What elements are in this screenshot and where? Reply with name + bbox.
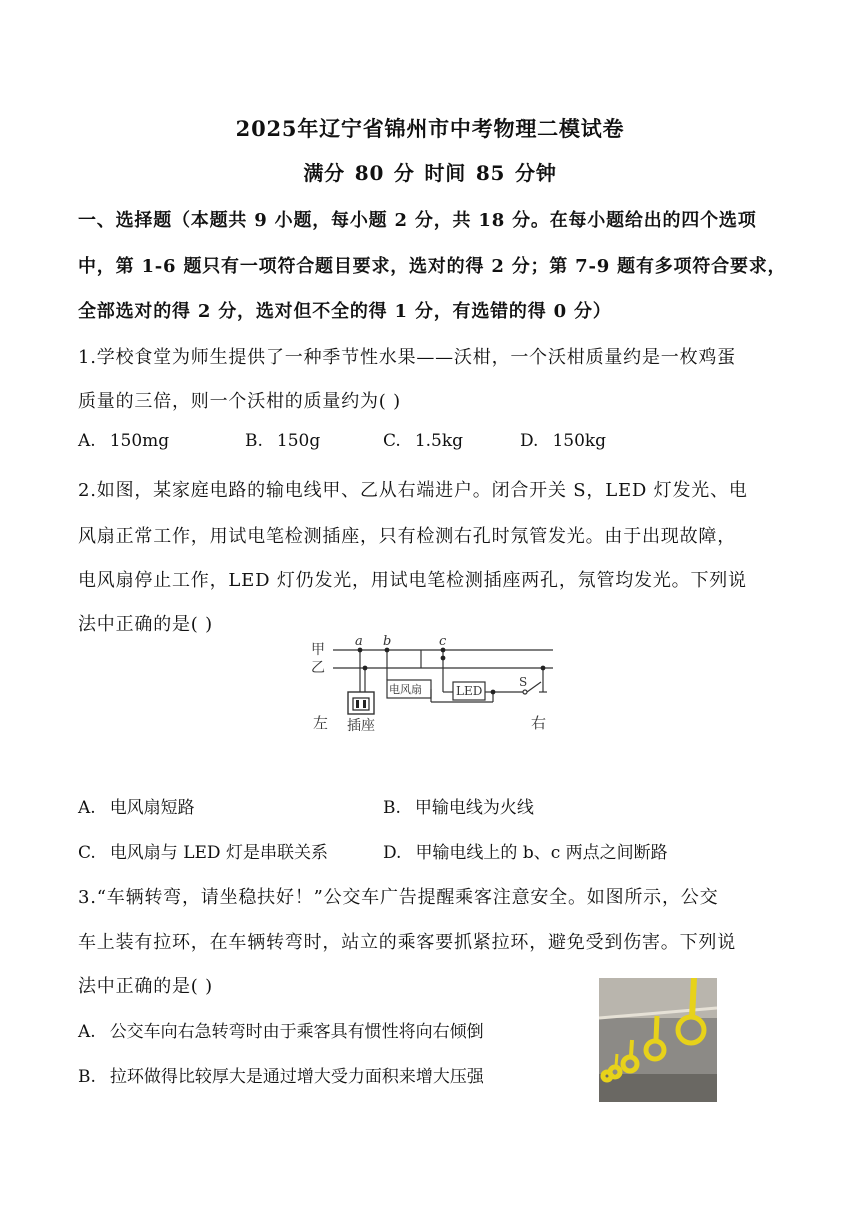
option-label: D.: [383, 843, 402, 863]
junction-dot: [363, 666, 368, 671]
option-label: B.: [383, 798, 401, 818]
section-line: 一、选择题（本题共 9 小题，每小题 2 分，共 18 分。在每小题给出的四个选项: [78, 210, 757, 231]
option-d[interactable]: [520, 431, 606, 451]
option-text: 150mg: [109, 431, 170, 451]
option-c[interactable]: [78, 838, 328, 863]
question-2-line: 法中正确的是( ): [78, 614, 213, 635]
option-a[interactable]: [78, 1017, 484, 1042]
socket-label: 插座: [347, 718, 375, 734]
question-1-line: 1.学校食堂为师生提供了一种季节性水果——沃柑，一个沃柑质量约是一枚鸡蛋: [78, 347, 736, 368]
option-text: 拉环做得比较厚大是通过增大受力面积来增大压强: [109, 1067, 484, 1087]
page-subtitle: 满分 80 分 时间 85 分钟: [303, 161, 557, 185]
option-text: 甲输电线为火线: [414, 798, 534, 818]
point-c-label: c: [439, 634, 447, 649]
option-text: 电风扇与 LED 灯是串联关系: [109, 843, 328, 863]
switch-label: S: [519, 675, 528, 689]
section-line: 全部选对的得 2 分，选对但不全的得 1 分，有选错的得 0 分）: [78, 301, 612, 322]
option-b[interactable]: [383, 793, 534, 818]
option-label: C.: [78, 843, 96, 863]
question-2-line: 风扇正常工作，用试电笔检测插座，只有检测右孔时氖管发光。由于出现故障，: [78, 526, 736, 547]
led-label: LED: [456, 684, 483, 698]
question-3-line: 车上装有拉环，在车辆转弯时，站立的乘客要抓紧拉环，避免受到伤害。下列说: [78, 932, 736, 953]
option-text: 电风扇短路: [109, 798, 195, 818]
label-jia: 甲: [311, 642, 325, 658]
socket-hole: [356, 700, 359, 708]
option-text: 1.5kg: [414, 431, 464, 451]
option-label: A.: [78, 431, 96, 451]
fan-label: 电风扇: [389, 683, 422, 696]
option-b[interactable]: [78, 1062, 484, 1087]
option-label: A.: [78, 798, 96, 818]
junction-dot: [491, 690, 496, 695]
question-3-line: 法中正确的是( ): [78, 976, 213, 997]
option-b[interactable]: [245, 431, 320, 451]
question-3-line: 3.“车辆转弯，请坐稳扶好！”公交车广告提醒乘客注意安全。如图所示，公交: [78, 887, 719, 908]
option-d[interactable]: [383, 838, 668, 863]
right-label: 右: [531, 714, 547, 732]
bus-handles-photo: [599, 978, 717, 1102]
label-yi: 乙: [311, 660, 325, 676]
junction-dot: [541, 666, 546, 671]
page-title: 2025年辽宁省锦州市中考物理二模试卷: [235, 116, 625, 141]
option-text: 150kg: [552, 431, 607, 451]
option-a[interactable]: [78, 431, 169, 451]
point-b-label: b: [383, 634, 392, 649]
option-label: C.: [383, 431, 401, 451]
option-label: D.: [520, 431, 539, 451]
question-2-line: 电风扇停止工作，LED 灯仍发光，用试电笔检测插座两孔，氖管均发光。下列说: [78, 570, 747, 591]
junction-dot: [441, 656, 446, 661]
point-a-label: a: [355, 634, 363, 649]
socket-hole: [363, 700, 366, 708]
option-label: B.: [78, 1067, 96, 1087]
option-text: 甲输电线上的 b、c 两点之间断路: [415, 843, 668, 863]
left-label: 左: [313, 714, 329, 732]
option-label: B.: [245, 431, 263, 451]
section-line: 中，第 1-6 题只有一项符合题目要求，选对的得 2 分；第 7-9 题有多项符合要求，: [78, 256, 787, 277]
option-label: A.: [78, 1022, 96, 1042]
question-1-line: 质量的三倍，则一个沃柑的质量约为( ): [78, 391, 401, 412]
option-text: 150g: [276, 431, 321, 451]
question-2-line: 2.如图，某家庭电路的输电线甲、乙从右端进户。闭合开关 S，LED 灯发光、电: [78, 480, 748, 501]
option-c[interactable]: [383, 431, 463, 451]
option-a[interactable]: [78, 793, 195, 818]
circuit-diagram: [303, 630, 573, 740]
option-text: 公交车向右急转弯时由于乘客具有惯性将向右倾倒: [109, 1022, 484, 1042]
